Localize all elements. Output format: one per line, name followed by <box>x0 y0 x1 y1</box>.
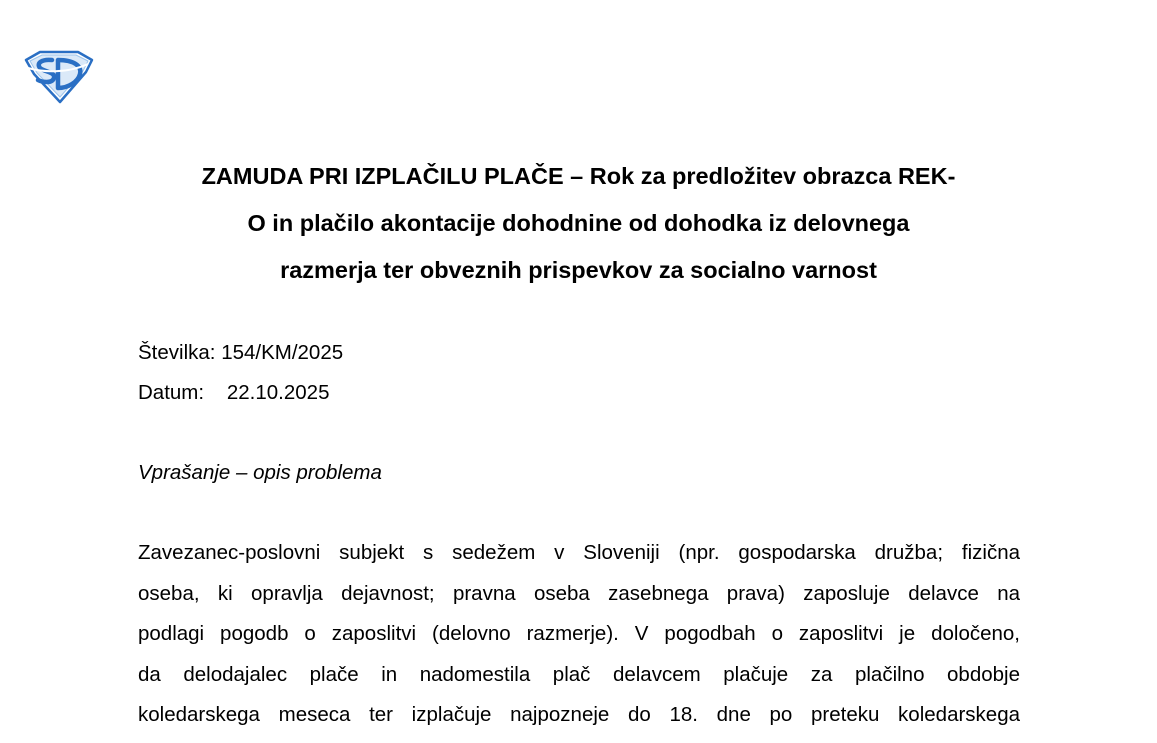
document-title <box>130 153 1027 294</box>
paragraph-line: podlagi pogodb o zaposlitvi (delovno razmerje). V pogodbah o zaposlitvi je določeno, <box>138 622 1020 646</box>
body-paragraph <box>138 539 1020 742</box>
document-number <box>138 340 343 366</box>
paragraph-line: da delodajalec plače in nadomestila plač delavcem plačuje za plačilno obdobje <box>138 662 1020 686</box>
paragraph-line: koledarskega meseca ter izplačuje najpozneje do 18. dne po preteku koledarskega <box>138 703 1020 727</box>
number-value: 154/KM/2025 <box>221 341 344 364</box>
paragraph-line: Zavezanec-poslovni subjekt s sedežem v Sloveniji (npr. gospodarska družba; fizična <box>138 541 1020 564</box>
date-value: 22.10.2025 <box>226 381 330 404</box>
title-line: O in plačilo akontacije dohodnine od dohodka iz delovnega <box>247 210 910 236</box>
section-heading: Vprašanje – opis problema <box>138 461 382 484</box>
date-label: Datum: <box>138 381 205 404</box>
document-date <box>138 380 329 406</box>
paragraph-line: oseba, ki opravlja dejavnost; pravna oseba zasebnega prava) zaposluje delavce na <box>138 581 1020 605</box>
number-label: Številka: <box>138 341 216 364</box>
fursi-logo-icon <box>22 48 96 104</box>
title-line: ZAMUDA PRI IZPLAČILU PLAČE – Rok za predložitev obrazca REK- <box>201 163 956 189</box>
title-line: razmerja ter obveznih prispevkov za socialno varnost <box>280 257 877 283</box>
